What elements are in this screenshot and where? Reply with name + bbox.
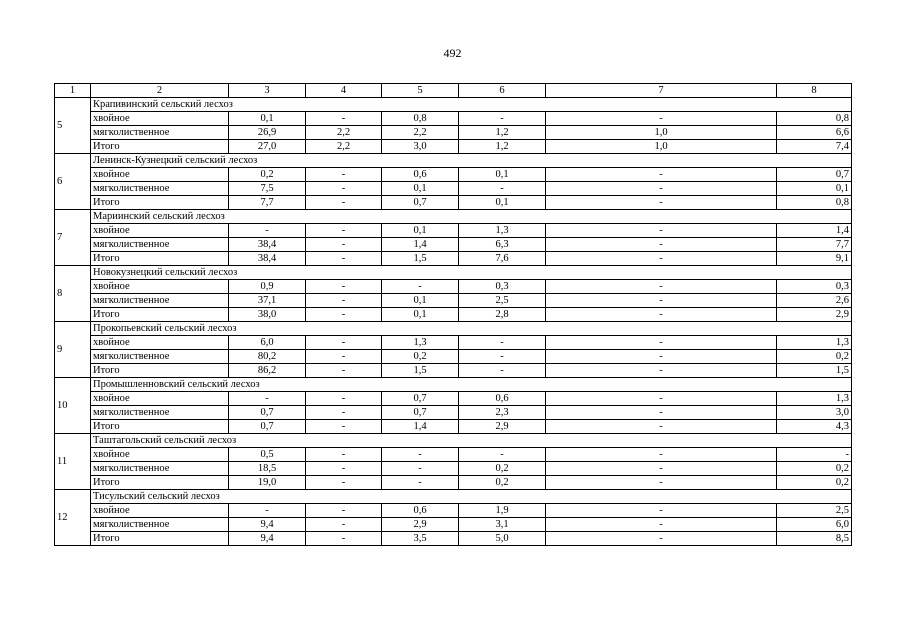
- group-row: [55, 154, 852, 168]
- value-cell: 7,6: [459, 252, 546, 266]
- row-label: хвойное: [91, 336, 229, 350]
- value-cell: 6,6: [777, 126, 852, 140]
- table-row: [55, 504, 852, 518]
- value-cell: 0,7: [777, 168, 852, 182]
- value-cell: 0,5: [229, 448, 306, 462]
- row-label: Итого: [91, 420, 229, 434]
- group-number: 12: [55, 490, 91, 546]
- value-cell: -: [546, 518, 777, 532]
- value-cell: -: [306, 448, 382, 462]
- table-row: [55, 350, 852, 364]
- value-cell: 37,1: [229, 294, 306, 308]
- table-row: [55, 448, 852, 462]
- table-row: [55, 140, 852, 154]
- value-cell: 2,5: [459, 294, 546, 308]
- value-cell: 0,7: [229, 420, 306, 434]
- value-cell: -: [382, 280, 459, 294]
- table-row: [55, 238, 852, 252]
- value-cell: 3,5: [382, 532, 459, 546]
- row-label: хвойное: [91, 280, 229, 294]
- value-cell: -: [306, 504, 382, 518]
- table-row: [55, 476, 852, 490]
- value-cell: -: [459, 364, 546, 378]
- group-name: Ленинск-Кузнецкий сельский лесхоз: [91, 154, 852, 168]
- value-cell: -: [459, 350, 546, 364]
- value-cell: 0,2: [459, 462, 546, 476]
- row-label: хвойное: [91, 392, 229, 406]
- value-cell: 0,2: [777, 462, 852, 476]
- value-cell: -: [306, 224, 382, 238]
- value-cell: 9,1: [777, 252, 852, 266]
- row-label: Итого: [91, 476, 229, 490]
- group-name: Мариинский сельский лесхоз: [91, 210, 852, 224]
- group-row: [55, 490, 852, 504]
- table-row: [55, 168, 852, 182]
- value-cell: 2,2: [306, 126, 382, 140]
- group-number: 7: [55, 210, 91, 266]
- value-cell: -: [546, 294, 777, 308]
- table-row: [55, 294, 852, 308]
- table-row: [55, 280, 852, 294]
- value-cell: 0,7: [382, 392, 459, 406]
- value-cell: 0,6: [459, 392, 546, 406]
- group-name: Таштагольский сельский лесхоз: [91, 434, 852, 448]
- value-cell: -: [306, 280, 382, 294]
- table-body: [55, 84, 852, 546]
- value-cell: 3,0: [777, 406, 852, 420]
- row-label: мягколиственное: [91, 462, 229, 476]
- value-cell: 2,2: [306, 140, 382, 154]
- value-cell: 38,4: [229, 238, 306, 252]
- value-cell: 4,3: [777, 420, 852, 434]
- group-row: [55, 210, 852, 224]
- group-row: [55, 266, 852, 280]
- row-label: Итого: [91, 140, 229, 154]
- value-cell: -: [382, 476, 459, 490]
- row-label: мягколиственное: [91, 126, 229, 140]
- value-cell: 0,2: [459, 476, 546, 490]
- value-cell: 2,8: [459, 308, 546, 322]
- group-number: 6: [55, 154, 91, 210]
- forestry-data-table: [54, 83, 852, 546]
- value-cell: -: [306, 532, 382, 546]
- group-name: Прокопьевский сельский лесхоз: [91, 322, 852, 336]
- value-cell: 1,3: [459, 224, 546, 238]
- value-cell: 8,5: [777, 532, 852, 546]
- value-cell: -: [306, 392, 382, 406]
- value-cell: 38,4: [229, 252, 306, 266]
- value-cell: 1,2: [459, 140, 546, 154]
- group-row: [55, 322, 852, 336]
- value-cell: 1,5: [382, 364, 459, 378]
- row-label: мягколиственное: [91, 518, 229, 532]
- value-cell: -: [546, 112, 777, 126]
- value-cell: 1,3: [777, 336, 852, 350]
- value-cell: 0,7: [382, 196, 459, 210]
- row-label: хвойное: [91, 504, 229, 518]
- group-number: 10: [55, 378, 91, 434]
- value-cell: 3,0: [382, 140, 459, 154]
- value-cell: -: [306, 308, 382, 322]
- value-cell: -: [777, 448, 852, 462]
- value-cell: 1,4: [382, 238, 459, 252]
- value-cell: -: [546, 406, 777, 420]
- value-cell: 0,3: [459, 280, 546, 294]
- value-cell: -: [306, 196, 382, 210]
- value-cell: -: [229, 392, 306, 406]
- value-cell: -: [459, 182, 546, 196]
- value-cell: 38,0: [229, 308, 306, 322]
- table-row: [55, 182, 852, 196]
- value-cell: 2,9: [777, 308, 852, 322]
- value-cell: 2,5: [777, 504, 852, 518]
- header-cell: 6: [459, 84, 546, 98]
- value-cell: 0,8: [777, 196, 852, 210]
- value-cell: 2,9: [382, 518, 459, 532]
- group-row: [55, 378, 852, 392]
- value-cell: 27,0: [229, 140, 306, 154]
- value-cell: 2,2: [382, 126, 459, 140]
- row-label: мягколиственное: [91, 350, 229, 364]
- value-cell: -: [546, 280, 777, 294]
- group-name: Промышленновский сельский лесхоз: [91, 378, 852, 392]
- value-cell: -: [229, 224, 306, 238]
- group-number: 9: [55, 322, 91, 378]
- value-cell: 6,0: [229, 336, 306, 350]
- value-cell: 2,9: [459, 420, 546, 434]
- value-cell: 0,6: [382, 504, 459, 518]
- value-cell: -: [306, 112, 382, 126]
- value-cell: -: [546, 350, 777, 364]
- value-cell: -: [546, 392, 777, 406]
- value-cell: -: [459, 336, 546, 350]
- header-cell: 8: [777, 84, 852, 98]
- value-cell: 1,3: [382, 336, 459, 350]
- header-cell: 2: [91, 84, 229, 98]
- value-cell: 0,6: [382, 168, 459, 182]
- value-cell: 1,2: [459, 126, 546, 140]
- value-cell: 9,4: [229, 518, 306, 532]
- value-cell: -: [546, 476, 777, 490]
- header-cell: 3: [229, 84, 306, 98]
- row-label: Итого: [91, 308, 229, 322]
- value-cell: -: [306, 420, 382, 434]
- row-label: хвойное: [91, 168, 229, 182]
- value-cell: 0,9: [229, 280, 306, 294]
- value-cell: -: [459, 112, 546, 126]
- row-label: мягколиственное: [91, 406, 229, 420]
- value-cell: 9,4: [229, 532, 306, 546]
- value-cell: 80,2: [229, 350, 306, 364]
- value-cell: 1,0: [546, 126, 777, 140]
- table-row: [55, 308, 852, 322]
- value-cell: -: [546, 238, 777, 252]
- group-name: Новокузнецкий сельский лесхоз: [91, 266, 852, 280]
- value-cell: 0,1: [459, 196, 546, 210]
- value-cell: -: [306, 168, 382, 182]
- value-cell: -: [546, 252, 777, 266]
- value-cell: -: [546, 182, 777, 196]
- value-cell: 0,1: [459, 168, 546, 182]
- value-cell: -: [306, 350, 382, 364]
- value-cell: 19,0: [229, 476, 306, 490]
- value-cell: -: [306, 406, 382, 420]
- value-cell: 7,5: [229, 182, 306, 196]
- value-cell: 1,4: [777, 224, 852, 238]
- value-cell: 0,8: [777, 112, 852, 126]
- value-cell: -: [546, 448, 777, 462]
- value-cell: 2,6: [777, 294, 852, 308]
- value-cell: 0,1: [229, 112, 306, 126]
- value-cell: 0,7: [382, 406, 459, 420]
- value-cell: 1,9: [459, 504, 546, 518]
- table-row: [55, 462, 852, 476]
- value-cell: 0,2: [229, 168, 306, 182]
- row-label: хвойное: [91, 224, 229, 238]
- row-label: хвойное: [91, 448, 229, 462]
- row-label: хвойное: [91, 112, 229, 126]
- row-label: Итого: [91, 532, 229, 546]
- value-cell: -: [546, 532, 777, 546]
- header-cell: 1: [55, 84, 91, 98]
- value-cell: -: [546, 336, 777, 350]
- value-cell: -: [306, 294, 382, 308]
- value-cell: -: [306, 182, 382, 196]
- value-cell: 1,5: [777, 364, 852, 378]
- value-cell: -: [306, 252, 382, 266]
- value-cell: 7,7: [777, 238, 852, 252]
- value-cell: 18,5: [229, 462, 306, 476]
- row-label: мягколиственное: [91, 182, 229, 196]
- value-cell: 0,2: [777, 350, 852, 364]
- value-cell: 0,7: [229, 406, 306, 420]
- header-row: [55, 84, 852, 98]
- value-cell: 1,5: [382, 252, 459, 266]
- value-cell: 0,8: [382, 112, 459, 126]
- value-cell: -: [229, 504, 306, 518]
- value-cell: 6,0: [777, 518, 852, 532]
- value-cell: 1,3: [777, 392, 852, 406]
- value-cell: -: [306, 518, 382, 532]
- value-cell: -: [382, 462, 459, 476]
- value-cell: 0,1: [382, 308, 459, 322]
- value-cell: -: [306, 462, 382, 476]
- value-cell: 0,3: [777, 280, 852, 294]
- value-cell: 7,4: [777, 140, 852, 154]
- table-row: [55, 336, 852, 350]
- value-cell: -: [306, 238, 382, 252]
- value-cell: -: [546, 504, 777, 518]
- table-row: [55, 518, 852, 532]
- header-cell: 4: [306, 84, 382, 98]
- header-cell: 7: [546, 84, 777, 98]
- value-cell: -: [546, 364, 777, 378]
- value-cell: -: [546, 462, 777, 476]
- value-cell: 0,1: [382, 182, 459, 196]
- value-cell: 1,0: [546, 140, 777, 154]
- value-cell: 1,4: [382, 420, 459, 434]
- value-cell: -: [546, 168, 777, 182]
- value-cell: -: [546, 196, 777, 210]
- table-row: [55, 392, 852, 406]
- table-row: [55, 406, 852, 420]
- table-row: [55, 126, 852, 140]
- row-label: Итого: [91, 364, 229, 378]
- table-row: [55, 196, 852, 210]
- value-cell: -: [306, 364, 382, 378]
- value-cell: 0,2: [777, 476, 852, 490]
- value-cell: 2,3: [459, 406, 546, 420]
- value-cell: -: [459, 448, 546, 462]
- value-cell: 26,9: [229, 126, 306, 140]
- table-row: [55, 420, 852, 434]
- value-cell: -: [306, 336, 382, 350]
- value-cell: -: [382, 448, 459, 462]
- row-label: Итого: [91, 252, 229, 266]
- value-cell: 6,3: [459, 238, 546, 252]
- table-row: [55, 532, 852, 546]
- group-name: Крапивинский сельский лесхоз: [91, 98, 852, 112]
- row-label: мягколиственное: [91, 294, 229, 308]
- table-row: [55, 364, 852, 378]
- value-cell: -: [546, 224, 777, 238]
- table-row: [55, 112, 852, 126]
- value-cell: -: [306, 476, 382, 490]
- group-number: 11: [55, 434, 91, 490]
- table-row: [55, 224, 852, 238]
- row-label: мягколиственное: [91, 238, 229, 252]
- value-cell: 3,1: [459, 518, 546, 532]
- group-row: [55, 98, 852, 112]
- row-label: Итого: [91, 196, 229, 210]
- group-name: Тисульский сельский лесхоз: [91, 490, 852, 504]
- group-number: 8: [55, 266, 91, 322]
- header-cell: 5: [382, 84, 459, 98]
- value-cell: 7,7: [229, 196, 306, 210]
- value-cell: -: [546, 308, 777, 322]
- group-row: [55, 434, 852, 448]
- value-cell: 0,2: [382, 350, 459, 364]
- page-number: 492: [443, 46, 462, 60]
- value-cell: -: [546, 420, 777, 434]
- value-cell: 0,1: [382, 224, 459, 238]
- value-cell: 5,0: [459, 532, 546, 546]
- value-cell: 86,2: [229, 364, 306, 378]
- value-cell: 0,1: [382, 294, 459, 308]
- table-row: [55, 252, 852, 266]
- value-cell: 0,1: [777, 182, 852, 196]
- group-number: 5: [55, 98, 91, 154]
